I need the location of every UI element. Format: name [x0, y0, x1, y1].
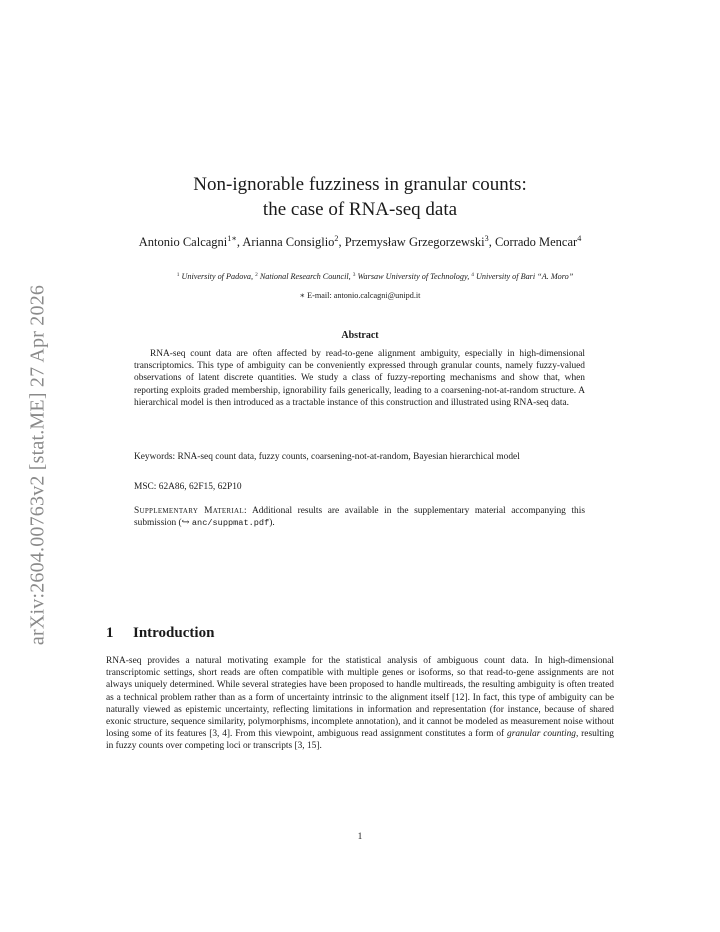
section-number: 1 — [106, 625, 114, 641]
affiliation-number: 4 — [471, 271, 474, 278]
section-title: Introduction — [133, 625, 215, 641]
abstract-text: RNA-seq count data are often affected by read-to-gene alignment ambiguity, especially in high-dimensional transcriptomics. This type of ambiguity can be conveniently expressed through granular counts, namely fuzzy-valued observations of latent discrete quantities. We study a class of fuzzy-reporting mechanisms and show that, when reporting exploits graded membership, ignorability fails generically, leading to a coarsening-not-at-random structure. A hierarchical model is then introduced as a tractable instance of this construction and illustrated using RNA-seq data. — [134, 349, 585, 408]
hook-arrow-icon: ↪ — [181, 518, 190, 529]
affiliation-name: National Research Council — [259, 272, 349, 281]
supplementary-text: Additional results are available in the supplementary material accompanying this submission ( — [134, 506, 585, 529]
affiliation-number: 1 — [176, 271, 180, 278]
title-line-2: the case of RNA-seq data — [262, 199, 458, 220]
author-mark: 4 — [577, 234, 582, 244]
author-name: Antonio Calcagni — [138, 235, 228, 249]
author-mark: 3 — [484, 234, 489, 244]
affiliation-number: 2 — [255, 271, 258, 278]
supplementary-text-end: ). — [269, 518, 275, 529]
abstract-heading: Abstract — [341, 330, 379, 341]
supplementary-note — [134, 505, 585, 529]
affiliation-list: $^1$ University of Padova, $^2$ National Research Council, $^3$ Warsaw University of Technology, $^4$ University of Bari “A. Moro” — [176, 271, 574, 281]
section-heading — [106, 625, 214, 642]
author-name: Corrado Mencar — [494, 235, 578, 249]
msc-line: MSC: 62A86, 62F15, 62P10 — [134, 482, 242, 492]
keywords-line: Keywords: RNA-seq count data, fuzzy counts, coarsening-not-at-random, Bayesian hierarchical model — [134, 452, 520, 462]
arxiv-identifier: arXiv:2604.00763v2 [stat.ME] 27 Apr 2026 — [26, 284, 49, 646]
abstract-body — [134, 348, 585, 409]
corresponding-email: ∗ E-mail: antonio.calcagni@unipd.it — [299, 291, 421, 300]
intro-text-end: , resulting in fuzzy counts over competing loci or transcripts [3, 15]. — [106, 729, 614, 752]
author-list: Antonio Calcagni$^{1∗}$, Arianna Consiglio$^2$, Przemysław Grzegorzewski$^3$, Corrado Mencar$^4$ — [138, 234, 582, 249]
affiliation-name: University of Bari “A. Moro” — [476, 272, 574, 281]
supplementary-label: Supplementary Material: — [134, 506, 247, 516]
supplementary-file-link[interactable]: anc/suppmat.pdf — [191, 518, 270, 529]
paper-title — [0, 172, 720, 222]
intro-emphasis: granular counting — [507, 729, 576, 740]
title-line-1: Non-ignorable fuzziness in granular counts: — [193, 174, 527, 195]
author-mark: 2 — [334, 234, 339, 244]
author-name: Przemysław Grzegorzewski — [344, 235, 485, 249]
author-name: Arianna Consiglio — [242, 235, 335, 249]
affiliation-name: Warsaw University of Technology — [357, 272, 468, 281]
affiliation-number: 3 — [352, 271, 356, 278]
page-number: 1 — [357, 832, 363, 842]
intro-text: RNA-seq provides a natural motivating example for the statistical analysis of ambiguous count data. In high-dimensional transcriptomic settings, short reads are often compatible with multiple genes or isoforms, so that read-to-gene assignments are not always uniquely determined. While several strategies have been proposed to handle multireads, the resulting ambiguity is often treated as a technical problem rather than as a form of uncertainty intrinsic to the alignment itself [12]. In fact, this type of ambiguity can be naturally viewed as epistemic uncertainty, reflecting limitations in information and representation (for instance, because of shared exonic structure, sequence similarity, polymorphisms, incomplete annotation), and it cannot be modeled as measurement noise without losing some of its features [3, 4]. From this viewpoint, ambiguous read assignment constitutes a form of — [106, 656, 614, 740]
affiliation-name: University of Padova — [181, 272, 252, 281]
intro-paragraph — [106, 655, 614, 753]
author-mark: 1∗ — [227, 234, 237, 244]
